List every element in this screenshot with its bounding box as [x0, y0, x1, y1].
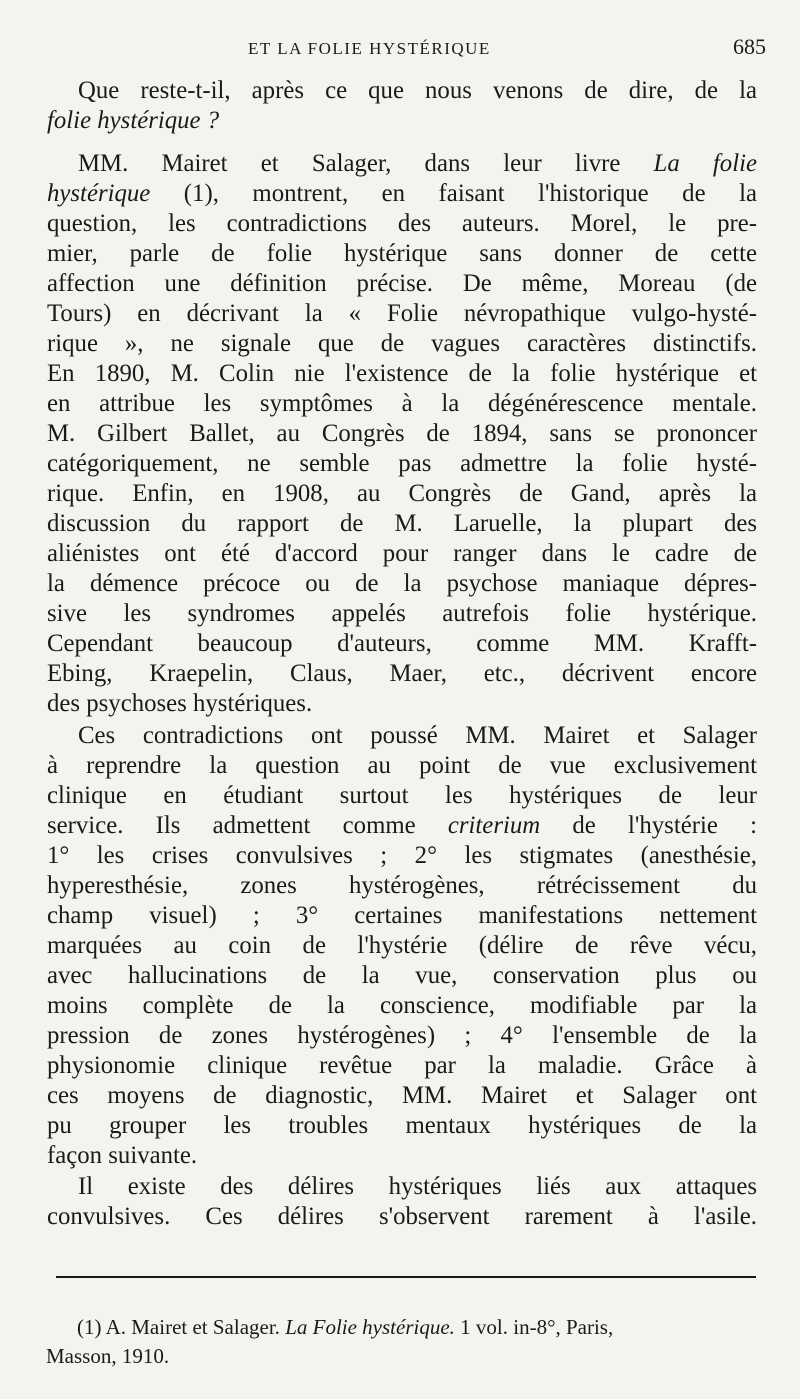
text-line — [47, 106, 757, 136]
text-line: la démence précoce ou de la psychose maniaque dépres- — [47, 570, 757, 597]
text-line: rique », ne signale que de vagues caractères distinctifs. — [47, 330, 757, 357]
italic-term: criterium — [447, 812, 541, 839]
italic-title: La folie — [653, 150, 757, 177]
text-line: Cependant beaucoup d'auteurs, comme MM. Krafft- — [47, 630, 757, 657]
text-line: affection une définition précise. De même, Moreau (de — [47, 270, 757, 297]
text-line: façon suivante. — [47, 1142, 198, 1169]
text-line: convulsives. Ces délires s'observent rarement à l'asile. — [47, 1203, 757, 1230]
text-span: service. Ils admettent comme — [47, 812, 448, 839]
text-line — [47, 179, 757, 209]
text-line: ces moyens de diagnostic, MM. Mairet et Salager ont — [47, 1082, 757, 1109]
text-line: hyperesthésie, zones hystérogènes, rétrécissement du — [47, 872, 757, 899]
text-line: champ visuel) ; 3° certaines manifestations nettement — [47, 902, 757, 929]
text-line: En 1890, M. Colin nie l'existence de la folie hystérique et — [47, 360, 757, 387]
text-line: Il existe des délires hystériques liés aux attaques — [78, 1173, 757, 1200]
text-line: question, les contradictions des auteurs. Morel, le pre- — [47, 210, 757, 237]
text-line: en attribue les symptômes à la dégénérescence mentale. — [47, 390, 757, 417]
page-number: 685 — [733, 34, 766, 59]
text-line: Ces contradictions ont poussé MM. Mairet et Salager — [78, 722, 757, 749]
text-line: pression de zones hystérogènes) ; 4° l'ensemble de la — [47, 1022, 757, 1049]
text-line: avec hallucinations de la vue, conservation plus ou — [47, 962, 757, 989]
text-line: Tours) en décrivant la « Folie névropathique vulgo-hysté- — [47, 300, 757, 327]
text-span: (1), montrent, en faisant l'historique de la — [150, 180, 757, 207]
page-header — [0, 33, 800, 63]
text-span: de l'hystérie : — [540, 812, 757, 839]
text-line: Que reste-t-il, après ce que nous venons de dire, de la — [78, 77, 757, 104]
text-line: clinique en étudiant surtout les hystériques de leur — [47, 782, 757, 809]
text-line: sive les syndromes appelés autrefois folie hystérique. — [47, 600, 757, 627]
text-span: (1) A. Mairet et Salager. — [77, 1315, 286, 1339]
text-line: physionomie clinique revêtue par la maladie. Grâce à — [47, 1052, 757, 1079]
footnote-line — [77, 1313, 757, 1341]
running-head: ET LA FOLIE HYSTÉRIQUE — [248, 39, 491, 58]
text-line: pu grouper les troubles mentaux hystériques de la — [47, 1112, 757, 1139]
text-line — [78, 149, 757, 179]
italic-term: folie hystérique ? — [47, 107, 220, 134]
text-span: 1 vol. in-8°, Paris, — [454, 1315, 614, 1339]
text-line — [47, 811, 757, 841]
text-line: à reprendre la question au point de vue exclusivement — [47, 752, 757, 779]
text-line: des psychoses hystériques. — [47, 690, 313, 717]
footnote-line: Masson, 1910. — [46, 1344, 170, 1368]
text-line: M. Gilbert Ballet, au Congrès de 1894, sans se prononcer — [47, 420, 757, 447]
text-line: Ebing, Kraepelin, Claus, Maer, etc., décrivent encore — [47, 660, 757, 687]
text-line: discussion du rapport de M. Laruelle, la plupart des — [47, 510, 757, 537]
text-line: rique. Enfin, en 1908, au Congrès de Gand, après la — [47, 480, 757, 507]
footnote-rule — [56, 1276, 756, 1278]
text-line: aliénistes ont été d'accord pour ranger dans le cadre de — [47, 540, 757, 567]
text-line: moins complète de la conscience, modifiable par la — [47, 992, 757, 1019]
text-span: MM. Mairet et Salager, dans leur livre — [78, 150, 654, 177]
italic-title: La Folie hystérique. — [285, 1315, 455, 1339]
text-line: marquées au coin de l'hystérie (délire de rêve vécu, — [47, 932, 757, 959]
text-line: 1° les crises convulsives ; 2° les stigmates (anesthésie, — [47, 842, 757, 869]
italic-title: hystérique — [47, 180, 151, 207]
text-line: mier, parle de folie hystérique sans donner de cette — [47, 240, 757, 267]
text-line: catégoriquement, ne semble pas admettre la folie hysté- — [47, 450, 757, 477]
